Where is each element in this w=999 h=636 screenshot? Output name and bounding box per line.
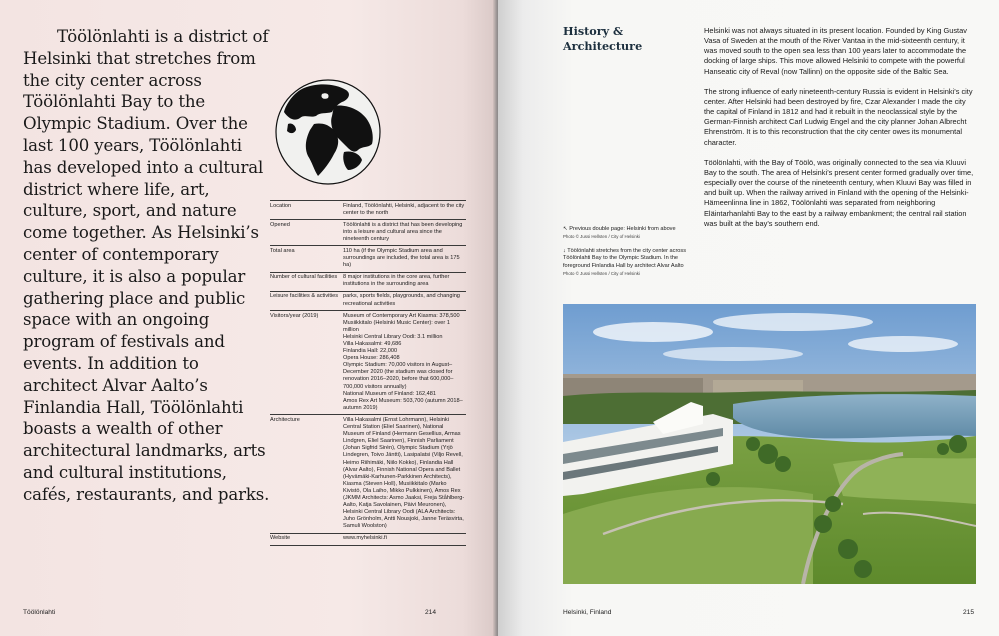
facts-row [270,533,466,545]
lead-paragraph: Töölönlahti is a district of Helsinki that stretches from the city center across Töölönlahti Bay to the Olympic Stadium. Over the last 100 years, Töölönlahti has developed into a cultural district where life, art, culture, sport, and nature come together. As Helsinki’s center of contemporary culture, it is also a popular gathering place and public space with an ongoing program of festivals and events. In addition to architect Alvar Aalto’s Finlandia Hall, Töölönlahti boasts a wealth of other architectural landmarks, arts and cultural institutions, cafés, restaurants, and parks. [23,27,270,504]
facts-value-line: 8 major institutions in the core area, further institutions in the surrounding area [343,274,450,288]
body-paragraph: Helsinki was not always situated in its present location. Founded by King Gustav Vasa of Sweden at the mouth of the River Vantaa in the mid-sixteenth century, it was moved south to the open sea less than 100 years later to accommodate the docking of large ships. This move allowed Helsinki to compete with the powerful Hanseatic city of Reval (now Tallinn) on the opposite side of the Baltic Sea. [704,26,967,76]
facts-value [343,272,466,291]
facts-label: Website [270,533,343,545]
facts-row [270,201,466,220]
page-number-left: 214 [425,609,437,616]
facts-value-line: Villa Hakasalmi (Ernst Lohrmann), Helsinki Central Station (Eliel Saarinen), National Museum of Finland (Hermann Gesellius, Armas Lindgren, Eliel Saarinen), Finnish Parliament (Johan Sigfrid Sirén), Olympic Stadium (Yrjö Lindegren, Toivo Jäntti), Lasipalatsi (Viljo Revell, Heimo Riihimäki, Niilo Kokko), Finlandia Hall (Alvar Aalto), Finnish National Opera and Ballet (Hyvämäki-Karhunen-Parkkinen Architects), Kiasma (Steven Holl), Musiikkitalo (Marko Kivistö, Ola Laiho, Mikko Pulkkinen), Amos Rex (JKMM Architects: Asmo Jaaksi, Freja Ståhlberg-Aalto, Katja Savolainen, Päivi Meuronen), Helsinki Central Library Oodi (ALA Architects: Juho Grönholm, Antti Nousjoki, Janne Teräsvirta, Samuli Woolston) [343,416,465,530]
facts-value-line: Museum of Contemporary Art Kiasma: 378,500 [343,312,460,319]
body-text [704,26,976,239]
facts-value-line: Finlandia Hall: 22,000 [343,348,398,355]
facts-value-line: National Museum of Finland: 162,481 [343,390,436,397]
footer-title-right: Helsinki, Finland [563,609,612,616]
facts-value [343,311,466,415]
globe-illustration [274,78,382,186]
facts-value-line: Opera House: 286,408 [343,355,400,362]
facts-label: Total area [270,246,343,272]
footer-title-left: Töölönlahti [23,609,56,616]
facts-value-line: Villa Hakasalmi: 49,686 [343,341,402,347]
facts-value-line: Finland, Töölönlahti, Helsinki, adjacent to the city center to the north [343,202,465,216]
facts-value-line: 110 ha (if the Olympic Stadium area and surroundings are included, the total area is 175 ha) [343,247,460,269]
facts-value-line: parks, sports fields, playgrounds, and changing recreational activities [343,293,460,307]
left-page [0,0,497,636]
facts-value [343,533,466,545]
body-paragraph: The strong influence of early nineteenth-century Russia is evident in Helsinki’s city center. After Helsinki had been destroyed by fire, Czar Alexander I made the city the capital of Finland in 1812 and had it rebuilt in the neoclassical style by the German-Finnish architect Carl Ludwig Engel and the city planner Johan Albrecht Ehrenström. It is to this reconstruction that the city center owes its monumental character. [704,86,973,147]
facts-row [270,415,466,534]
facts-label: Visitors/year (2019) [270,311,343,415]
facts-label: Location [270,201,343,220]
facts-row [270,220,466,246]
facts-value-line: Töölönlahti is a district that has been developing into a leisure and cultural area since the nineteenth century [343,221,463,242]
facts-value [343,246,466,272]
caption-text: ↓ Töölönlahti stretches from the city center across Töölönlahti Bay to the Olympic Stadium. In the foreground Finlandia Hall by architect Alvar Aalto [563,247,687,269]
facts-row [270,291,466,310]
facts-value [343,415,466,534]
facts-value [343,291,466,310]
body-paragraph: Töölönlahti, with the Bay of Töölö, was originally connected to the sea via Kluuvi Bay to the south. The area of Helsinki’s present center formed gradually over time, especially over the course of the nineteenth century, when Kluuvi Bay was filled in and built up. When the railway arrived in Finland with the opening of the Helsinki-Hämeenlinna line in 1862, Töölönlahti was separated from neighboring Eläintarhanlahti Bay to the east by a railway embankment; the central rail station was built at the bay’s southern end. [704,157,974,228]
facts-value-line: Amos Rex Art Museum: 503,700 (autumn 2018–autumn 2019) [343,397,463,411]
aerial-photo [563,304,976,584]
facts-value-line: Musiikkitalo (Helsinki Music Center): over 1 million [343,319,450,333]
facts-value [343,220,466,246]
facts-value-line: Helsinki Central Library Oodi: 3.1 million [343,333,443,340]
caption-credit: Photo © Jussi Hellsten / City of Helsinki [563,234,640,240]
facts-label: Number of cultural facilities [270,272,343,291]
facts-table [270,200,466,546]
facts-value [343,201,466,220]
facts-row [270,272,466,291]
page-number-right: 215 [963,609,975,616]
facts-value-line: www.myhelsinki.fi [343,535,387,542]
caption-credit: Photo © Jussi Hellsten / City of Helsinki [563,271,640,277]
caption-text: ↖ Previous double page: Helsinki from above [563,226,676,232]
section-heading: History & Architecture [563,24,643,53]
facts-row [270,246,466,272]
facts-label: Leisure facilities & activities [270,291,343,310]
photo-captions [563,226,691,284]
facts-value-line: Olympic Stadium: 70,000 visitors in August–December 2020 (the stadium was closed for renovation 2016–2020, before that 600,000–700,000 visitors annually) [343,362,454,390]
facts-row [270,311,466,415]
facts-label: Architecture [270,415,343,534]
facts-label: Opened [270,220,343,246]
